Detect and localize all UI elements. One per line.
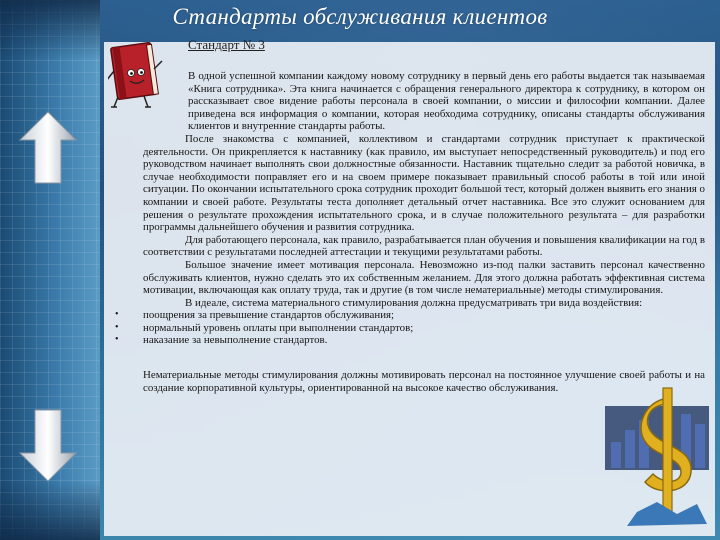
paragraph-mentor: После знакомства с компанией, коллективом и стандартами сотрудник приступает к практической деятельности. Он прикрепляется к наставнику (как правило, им выступает непосредственный руководитель) и под его руководством начинает выполнять свои должностные обязанности. Наставник тщательно следит за работой новичка, в случае необходимости поправляет его и на своем примере показывает правильный способ работы в той или иной ситуации. По окончании испытательного срока сотрудник проходит большой тест, который должен выявить его знания о компании и своей работе. Результаты теста дополняет детальный отчет наставника. Все это служит основанием для решения о результате прохождения испытательного срока, и в случае положительного результата – для разработки программы дальнейшего обучения и развития сотрудника.: [143, 132, 705, 234]
paragraph-training-plan: Для работающего персонала, как правило, разрабатывается план обучения и повышения квалификации на год в соответствии с результатами последней аттестации и текущими результатами работы.: [143, 233, 705, 259]
standard-subtitle: Стандарт № 3: [188, 37, 265, 52]
paragraph-non-material: Нематериальные методы стимулирования должны мотивировать персонал на постоянное улучшение своей работы и на создание корпоративной культуры, ориентированной на высокое качество обслуживания.: [143, 369, 705, 394]
list-item: [115, 334, 705, 347]
list-item-text: наказание за невыполнение стандартов.: [143, 334, 328, 347]
list-item: [115, 309, 705, 322]
incentive-list: [115, 309, 705, 347]
list-item-text: поощрения за превышение стандартов обслуживания;: [143, 309, 395, 322]
paragraph-employee-book: В одной успешной компании каждому новому сотруднику в первый день его работы выдается так называемая «Книга сотрудника». Эта книга начинается с обращения генерального директора к сотруднику, в котором он рассказывает свое видение работы персонала в своей компании, о миссии и философии компании. Далее приведена вся информация о компании, которая необходима сотруднику, описаны стандарты обслуживания клиентов и внутренние стандарты работы.: [188, 70, 705, 133]
dollar-sign-money-icon: [597, 384, 717, 534]
slide-title: Стандарты обслуживания клиентов: [172, 4, 548, 29]
left-decorative-strip: [0, 0, 100, 540]
bullet-icon: •: [115, 309, 119, 321]
bullet-icon: •: [115, 334, 119, 346]
paragraph-material-incentives: В идеале, система материального стимулирования должна предусматривать три вида воздействия:: [185, 296, 643, 309]
paragraph-motivation: Большое значение имеет мотивация персонала. Невозможно из-под палки заставить персонал качественно обслуживать клиентов, нужно сделать это их собственным желанием. Для этого должна работать эффективная система мотивации, включающая как оплату труда, так и другие (в том числе нематериальные) методы стимулирования.: [143, 258, 705, 297]
article-body: [115, 70, 705, 394]
list-item: [115, 321, 705, 335]
list-item-text: нормальный уровень оплаты при выполнении стандартов;: [143, 321, 414, 334]
bullet-icon: •: [115, 321, 119, 333]
arrow-down-icon: [18, 408, 78, 483]
arrow-up-icon: [18, 110, 78, 185]
